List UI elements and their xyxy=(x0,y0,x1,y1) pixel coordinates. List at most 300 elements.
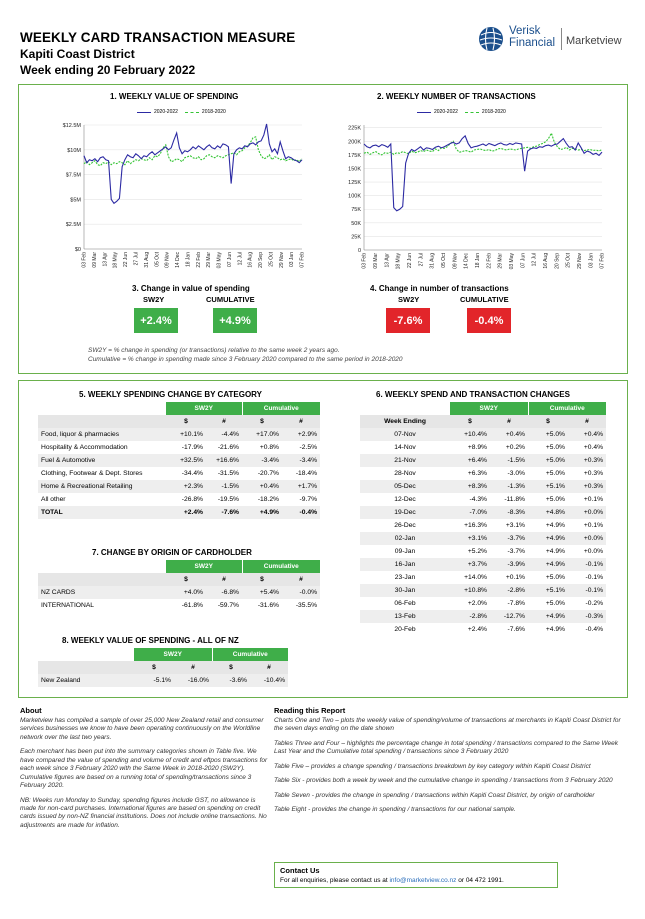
x-tick-label: 25 Oct xyxy=(565,253,572,268)
logo-line2: Financial xyxy=(509,37,556,49)
row-label: Food, liquor & pharmacies xyxy=(38,428,166,441)
series-line-2020-2022 xyxy=(364,136,602,211)
group-cumulative: Cumulative xyxy=(528,402,606,415)
blank-header xyxy=(38,560,166,573)
row-label: 26-Dec xyxy=(394,522,416,529)
table-row xyxy=(38,454,320,467)
report-region: Kapiti Coast District xyxy=(20,47,135,61)
cell-cum-value: -3.6% xyxy=(212,674,250,687)
cell-sw2y-count: -19.5% xyxy=(217,496,240,503)
col-value: $ xyxy=(528,415,568,428)
row-label: Home & Recreational Retailing xyxy=(38,480,166,493)
cell-sw2y-count: -7.6% xyxy=(507,626,526,633)
report-header xyxy=(20,30,295,77)
x-tick-label: 16 Aug xyxy=(542,253,549,269)
col-value: $ xyxy=(450,415,490,428)
logo-line1: Verisk xyxy=(509,25,541,37)
table-row xyxy=(38,493,320,506)
table-row xyxy=(38,599,320,612)
row-label: New Zealand xyxy=(38,674,134,687)
y-tick-label: 50K xyxy=(351,220,361,227)
kpi-transactions-cumulative: -0.4% xyxy=(467,308,511,333)
table-row xyxy=(360,597,606,610)
about-p2: Each merchant has been put into the summary categories shown in Table five. We have compared the value of spending and volume of credit and eftpos transactions for each week since 3 February 2020 with the Same Week in 2018-2020 (SW2Y). Cumulative figures are based on a running total of spending/transactions since 3 February 2020. xyxy=(20,748,268,790)
cell-cum-count: +0.4% xyxy=(583,444,604,451)
cell-sw2y-value: +2.4% xyxy=(467,626,487,633)
cell-cum-value: +5.0% xyxy=(545,600,566,607)
cell-cum-count: -3.4% xyxy=(282,454,320,467)
y-tick-label: $5M xyxy=(70,197,81,204)
y-tick-label: $2.5M xyxy=(65,222,81,229)
x-tick-label: 16 Aug xyxy=(247,252,254,268)
reading-p1: Charts One and Two – plots the weekly value of spending/volume of transactions at merchants in Kapiti Coast District for the seven days ending on the date shown xyxy=(274,717,621,733)
table-row xyxy=(360,545,606,558)
row-label: 07-Nov xyxy=(360,428,450,441)
y-tick-label: $10M xyxy=(67,147,81,154)
table-row xyxy=(360,532,606,545)
blank-header xyxy=(38,573,166,586)
y-tick-label: 225K xyxy=(348,125,361,132)
contact-box xyxy=(274,862,558,888)
globe-icon xyxy=(478,26,504,52)
table-origin-title: 7. CHANGE BY ORIGIN OF CARDHOLDER xyxy=(92,548,252,557)
cell-sw2y-value: +2.4% xyxy=(166,506,206,519)
cell-cum-value: -20.7% xyxy=(257,470,280,477)
chart1-title: 1. WEEKLY VALUE OF SPENDING xyxy=(110,92,239,101)
contact-prefix: For all enquiries, please contact us at xyxy=(280,877,390,884)
x-tick-label: 09 Mar xyxy=(91,252,98,268)
cell-sw2y-count: +3.1% xyxy=(505,522,526,529)
cell-cum-value: -31.6% xyxy=(257,602,280,609)
cell-cum-value: +4.8% xyxy=(528,506,568,519)
row-label: Fuel & Automotive xyxy=(38,454,166,467)
cell-sw2y-value: +6.4% xyxy=(450,454,490,467)
cell-sw2y-value: -17.9% xyxy=(181,444,203,451)
cell-sw2y-count: +16.6% xyxy=(206,454,242,467)
table-row xyxy=(360,519,606,532)
row-label: 12-Dec xyxy=(394,496,416,503)
cell-cum-value: +5.1% xyxy=(528,584,568,597)
logo-product: Marketview xyxy=(566,35,622,47)
weekly-table xyxy=(360,402,606,636)
y-tick-label: 125K xyxy=(348,180,361,187)
cell-sw2y-value: +8.3% xyxy=(450,480,490,493)
row-label: Hospitality & Accommodation xyxy=(41,444,128,451)
y-tick-label: 25K xyxy=(351,234,361,241)
x-tick-label: 12 Jul xyxy=(237,252,244,266)
cell-cum-value: +0.4% xyxy=(242,480,282,493)
reading-section xyxy=(274,706,629,821)
cell-cum-count: +0.3% xyxy=(583,470,604,477)
cell-cum-value: +4.9% xyxy=(242,506,282,519)
table-row xyxy=(360,493,606,506)
cell-cum-count: +0.0% xyxy=(583,548,604,555)
cell-sw2y-value: +16.3% xyxy=(464,522,487,529)
cell-sw2y-value: -61.8% xyxy=(181,602,203,609)
reading-p6: Table Eight - provides the change in spending / transactions for our national sample. xyxy=(274,806,516,814)
cell-sw2y-count: -1.5% xyxy=(206,480,242,493)
cell-cum-value: +5.4% xyxy=(242,586,282,599)
cell-sw2y-count: -3.9% xyxy=(490,558,528,571)
chart1-legend xyxy=(137,109,226,115)
cell-cum-value: +4.9% xyxy=(545,522,566,529)
row-label: TOTAL xyxy=(38,506,166,519)
col-week-ending: Week Ending xyxy=(360,415,450,428)
cell-cum-value: +5.0% xyxy=(528,428,568,441)
x-tick-label: 18 Jan xyxy=(185,252,192,268)
y-tick-label: $12.5M xyxy=(62,123,81,129)
table-row xyxy=(360,480,606,493)
y-tick-label: $0 xyxy=(74,247,81,253)
cell-cum-value: +5.0% xyxy=(528,454,568,467)
cell-cum-count: +0.3% xyxy=(568,480,606,493)
y-tick-label: 150K xyxy=(348,166,361,173)
cell-cum-count: -18.4% xyxy=(295,470,318,477)
col-count: # xyxy=(206,415,242,428)
table-row xyxy=(38,428,320,441)
cell-cum-count: +0.3% xyxy=(568,454,606,467)
y-tick-label: 100K xyxy=(348,193,361,200)
x-tick-label: 29 Nov xyxy=(278,252,285,268)
table-row xyxy=(360,558,606,571)
col-count: # xyxy=(174,661,212,674)
cell-sw2y-count: +0.4% xyxy=(490,428,528,441)
x-tick-label: 03 Feb xyxy=(361,253,368,269)
x-tick-label: 29 Mar xyxy=(206,252,213,268)
x-tick-label: 13 Apr xyxy=(102,252,109,267)
cell-sw2y-value: +3.7% xyxy=(450,558,490,571)
cell-cum-count: +0.1% xyxy=(583,522,604,529)
cell-cum-count: -0.1% xyxy=(568,584,606,597)
cell-cum-count: +0.0% xyxy=(568,506,606,519)
row-label: 09-Jan xyxy=(394,548,416,555)
group-sw2y: SW2Y xyxy=(166,402,242,415)
blank-header xyxy=(38,661,134,674)
cell-cum-value: -18.2% xyxy=(257,496,280,503)
row-label: NZ CARDS xyxy=(38,586,166,599)
cell-cum-count: -0.4% xyxy=(282,506,320,519)
cell-cum-value: +5.0% xyxy=(545,470,566,477)
legend-line-series2 xyxy=(465,112,479,113)
x-tick-label: 03 Jan xyxy=(289,252,296,268)
cell-cum-count: -0.3% xyxy=(568,610,606,623)
origin-table xyxy=(38,560,320,612)
x-tick-label: 18 May xyxy=(395,253,402,270)
row-label: 05-Dec xyxy=(360,480,450,493)
cell-sw2y-count: -3.7% xyxy=(490,532,528,545)
kpi-spending-cumulative: +4.9% xyxy=(213,308,257,333)
row-label: 13-Feb xyxy=(360,610,450,623)
cell-cum-count: +2.9% xyxy=(282,428,320,441)
row-label: Clothing, Footwear & Dept. Stores xyxy=(41,470,143,477)
x-tick-label: 25 Oct xyxy=(268,252,275,267)
x-tick-label: 05 Oct xyxy=(440,253,447,268)
x-tick-label: 03 May xyxy=(508,253,515,270)
about-p3: NB: Weeks run Monday to Sunday, spending figures include GST, no allowance is made for non-card purchases. International figures are based on spending on credit cards issued by non-NZ financial institutions. Does not include online transactions. No adjustments are made for inflation. xyxy=(20,796,267,829)
about-p1: Marketview has compiled a sample of over 25,000 New Zealand retail and consumer services businesses we know to have been operating continuously on the Worldline network over the last two years. xyxy=(20,717,264,741)
cell-cum-value: +5.0% xyxy=(545,444,566,451)
nz-table xyxy=(38,648,288,687)
x-tick-label: 22 Feb xyxy=(195,252,202,268)
logo-divider xyxy=(561,28,562,50)
cell-cum-value: +5.1% xyxy=(528,480,568,493)
cell-sw2y-value: +4.0% xyxy=(166,586,206,599)
row-label: 21-Nov xyxy=(360,454,450,467)
cell-sw2y-count: -12.7% xyxy=(490,610,528,623)
legend-line-series1 xyxy=(417,112,431,113)
y-tick-label: 175K xyxy=(348,152,361,159)
report-title: WEEKLY CARD TRANSACTION MEASURE xyxy=(20,30,296,45)
cell-sw2y-count: -1.5% xyxy=(490,454,528,467)
row-label: All other xyxy=(41,496,66,503)
cell-cum-value: -3.4% xyxy=(242,454,282,467)
chart2-legend xyxy=(417,109,506,115)
cell-sw2y-value: -7.0% xyxy=(450,506,490,519)
col-count: # xyxy=(568,415,606,428)
cell-sw2y-count: -3.7% xyxy=(507,548,526,555)
contact-email-link[interactable]: info@marketview.co.nz xyxy=(389,877,457,884)
cell-sw2y-count: -31.5% xyxy=(217,470,240,477)
cell-cum-count: -0.1% xyxy=(585,574,604,581)
cell-cum-value: +4.9% xyxy=(545,548,566,555)
row-label: 20-Feb xyxy=(394,626,416,633)
cell-sw2y-count: -6.8% xyxy=(206,586,242,599)
row-label: 14-Nov xyxy=(394,444,416,451)
col-value: $ xyxy=(242,415,282,428)
contact-suffix: or 04 472 1991. xyxy=(456,877,504,884)
cell-sw2y-value: +10.4% xyxy=(450,428,490,441)
group-sw2y: SW2Y xyxy=(166,560,242,573)
table-row xyxy=(360,623,606,636)
cell-cum-count: -0.1% xyxy=(568,558,606,571)
cell-cum-value: +0.8% xyxy=(259,444,280,451)
x-tick-label: 22 Jun xyxy=(123,252,130,268)
x-tick-label: 03 May xyxy=(216,252,223,269)
cell-cum-count: -9.7% xyxy=(299,496,318,503)
chart2-title: 2. WEEKLY NUMBER OF TRANSACTIONS xyxy=(377,92,536,101)
kpi-spending-sw2y: +2.4% xyxy=(134,308,178,333)
table-row xyxy=(38,441,320,454)
cell-sw2y-count: -11.8% xyxy=(504,496,526,503)
table-row xyxy=(360,467,606,480)
cell-cum-value: +4.9% xyxy=(545,626,566,633)
x-tick-label: 27 Jul xyxy=(133,252,140,266)
x-tick-label: 31 Aug xyxy=(429,253,436,269)
reading-p2: Tables Three and Four – highlights the percentage change in total spending / transactions compared to the Same Week Last Year and the Cumulative total spending / transactions since 3 February 2020 xyxy=(274,739,618,756)
cell-sw2y-value: -4.3% xyxy=(469,496,487,503)
x-tick-label: 22 Jun xyxy=(406,253,413,269)
cell-cum-count: -2.5% xyxy=(299,444,318,451)
value-of-spending-chart xyxy=(40,118,310,288)
group-cumulative: Cumulative xyxy=(242,560,320,573)
cell-sw2y-value: -26.8% xyxy=(181,496,203,503)
kpi-spending-title: 3. Change in value of spending xyxy=(132,284,250,293)
kpi-transactions-title: 4. Change in number of transactions xyxy=(370,284,509,293)
col-value: $ xyxy=(166,573,206,586)
legend-label-series2: 2018-2020 xyxy=(481,109,506,115)
kpi-spending-sw2y-label: SW2Y xyxy=(143,295,165,304)
cell-sw2y-count: -7.6% xyxy=(206,506,242,519)
about-section xyxy=(20,706,270,836)
reading-title: Reading this Report xyxy=(274,706,346,715)
blank-header xyxy=(38,648,134,661)
col-count: # xyxy=(490,415,528,428)
x-tick-label: 22 Feb xyxy=(486,253,493,269)
x-tick-label: 14 Dec xyxy=(175,252,182,268)
group-cumulative: Cumulative xyxy=(212,648,288,661)
x-tick-label: 07 Feb xyxy=(299,252,306,268)
cell-cum-count: -35.5% xyxy=(295,602,318,609)
col-count: # xyxy=(206,573,242,586)
row-label: 23-Jan xyxy=(394,574,416,581)
cell-sw2y-count: +0.2% xyxy=(505,444,526,451)
y-tick-label: 75K xyxy=(351,207,361,214)
cell-sw2y-value: -34.4% xyxy=(181,470,203,477)
x-tick-label: 07 Feb xyxy=(599,253,606,269)
group-cumulative: Cumulative xyxy=(242,402,320,415)
report-week: Week ending 20 February 2022 xyxy=(20,63,196,77)
x-tick-label: 31 Aug xyxy=(143,252,150,268)
contact-line xyxy=(280,877,552,884)
row-label: 19-Dec xyxy=(360,506,450,519)
cell-sw2y-value: +2.3% xyxy=(166,480,206,493)
cell-sw2y-count: +0.1% xyxy=(505,574,526,581)
legend-label-series1: 2020-2022 xyxy=(154,109,178,115)
blank-header xyxy=(38,402,166,415)
col-count: # xyxy=(282,573,320,586)
reading-p3: Table Five – provides a change spending / transactions breakdown by key category within Kapiti Coast District xyxy=(274,762,591,770)
note-cumulative: Cumulative = % change in spending made since 3 February 2020 compared to the same period in 2018-2020 xyxy=(88,356,403,363)
x-tick-label: 27 Jul xyxy=(418,253,425,267)
table-category-title: 5. WEEKLY SPENDING CHANGE BY CATEGORY xyxy=(79,390,262,399)
x-tick-label: 05 Oct xyxy=(154,252,161,267)
x-tick-label: 13 Apr xyxy=(384,253,391,268)
group-sw2y: SW2Y xyxy=(134,648,212,661)
verisk-logo xyxy=(478,24,628,54)
table-row xyxy=(360,441,606,454)
x-tick-label: 29 Mar xyxy=(497,253,504,269)
cell-cum-value: +4.9% xyxy=(528,610,568,623)
cell-cum-count: +1.7% xyxy=(282,480,320,493)
table-nz-title: 8. WEEKLY VALUE OF SPENDING - ALL OF NZ xyxy=(62,636,239,645)
cell-sw2y-value: +10.8% xyxy=(450,584,490,597)
table-weekly-title: 6. WEEKLY SPEND AND TRANSACTION CHANGES xyxy=(376,390,570,399)
table-row xyxy=(360,571,606,584)
cell-cum-count: +0.4% xyxy=(568,428,606,441)
cell-sw2y-count: -16.0% xyxy=(174,674,212,687)
row-label: INTERNATIONAL xyxy=(41,602,95,609)
about-title: About xyxy=(20,706,42,715)
x-tick-label: 20 Sep xyxy=(554,253,561,269)
legend-label-series2: 2018-2020 xyxy=(201,109,226,115)
legend-label-series1: 2020-2022 xyxy=(434,109,458,115)
cell-cum-count: -0.4% xyxy=(585,626,604,633)
row-label: 16-Jan xyxy=(360,558,450,571)
cell-cum-value: +17.0% xyxy=(242,428,282,441)
x-tick-label: 18 May xyxy=(112,252,119,269)
blank-header xyxy=(360,402,450,415)
cell-cum-count: -10.4% xyxy=(250,674,288,687)
cell-sw2y-count: -8.3% xyxy=(490,506,528,519)
cell-cum-count: -0.2% xyxy=(585,600,604,607)
x-tick-label: 07 Jun xyxy=(226,252,233,268)
table-row xyxy=(38,586,320,599)
cell-sw2y-value: +2.0% xyxy=(467,600,487,607)
cell-sw2y-value: +5.2% xyxy=(467,548,487,555)
cell-sw2y-value: +6.3% xyxy=(467,470,487,477)
cell-sw2y-value: +32.5% xyxy=(166,454,206,467)
x-tick-label: 12 Jul xyxy=(531,253,538,267)
cell-sw2y-value: +8.9% xyxy=(467,444,487,451)
cell-sw2y-value: -5.1% xyxy=(134,674,174,687)
cell-sw2y-count: -21.6% xyxy=(217,444,240,451)
x-tick-label: 14 Dec xyxy=(463,253,470,269)
cell-sw2y-value: +10.1% xyxy=(166,428,206,441)
note-sw2y: SW2Y = % change in spending (or transactions) relative to the same week 2 years ago. xyxy=(88,347,340,354)
contact-title: Contact Us xyxy=(280,866,320,875)
kpi-transactions-sw2y: -7.6% xyxy=(386,308,430,333)
table-row xyxy=(360,506,606,519)
legend-line-series2 xyxy=(185,112,199,113)
x-tick-label: 07 Jun xyxy=(520,253,527,269)
group-sw2y: SW2Y xyxy=(450,402,528,415)
cell-sw2y-count: -3.0% xyxy=(507,470,526,477)
cell-sw2y-count: -2.8% xyxy=(490,584,528,597)
reading-p5: Table Seven - provides the change in spending / transactions within Kapiti Coast District, by origin of cardholder xyxy=(274,791,595,799)
y-tick-label: $7.5M xyxy=(65,172,81,179)
col-value: $ xyxy=(134,661,174,674)
col-value: $ xyxy=(212,661,250,674)
x-tick-label: 03 Feb xyxy=(81,252,88,268)
kpi-transactions-sw2y-label: SW2Y xyxy=(398,295,420,304)
cell-cum-count: +0.0% xyxy=(568,532,606,545)
cell-sw2y-count: -1.3% xyxy=(490,480,528,493)
x-tick-label: 29 Nov xyxy=(576,252,583,269)
table-row xyxy=(360,610,606,623)
x-tick-label: 09 Nov xyxy=(164,252,171,268)
x-tick-label: 09 Nov xyxy=(452,253,459,269)
table-row xyxy=(38,674,288,687)
y-tick-label: 0 xyxy=(357,248,361,254)
table-row xyxy=(38,467,320,480)
kpi-transactions-cum-label: CUMULATIVE xyxy=(460,295,509,304)
category-table xyxy=(38,402,320,519)
col-count: # xyxy=(250,661,288,674)
table-row xyxy=(38,480,320,493)
x-tick-label: 18 Jan xyxy=(474,253,481,269)
col-value: $ xyxy=(242,573,282,586)
cell-sw2y-count: -4.4% xyxy=(206,428,242,441)
row-label: 30-Jan xyxy=(360,584,450,597)
kpi-spending-cum-label: CUMULATIVE xyxy=(206,295,255,304)
cell-cum-value: +5.0% xyxy=(545,574,566,581)
legend-line-series1 xyxy=(137,112,151,113)
table-row xyxy=(360,584,606,597)
number-of-transactions-chart xyxy=(330,118,610,288)
x-tick-label: 20 Sep xyxy=(258,252,265,268)
col-value: $ xyxy=(166,415,206,428)
cell-cum-value: +4.9% xyxy=(528,532,568,545)
table-row xyxy=(38,506,320,519)
table-row xyxy=(360,454,606,467)
cell-cum-value: +4.9% xyxy=(528,558,568,571)
cell-cum-count: +0.1% xyxy=(583,496,604,503)
x-tick-label: 03 Jan xyxy=(588,253,595,269)
col-count: # xyxy=(282,415,320,428)
y-tick-label: 200K xyxy=(348,139,361,146)
cell-sw2y-value: +14.0% xyxy=(464,574,487,581)
row-label: 28-Nov xyxy=(394,470,416,477)
